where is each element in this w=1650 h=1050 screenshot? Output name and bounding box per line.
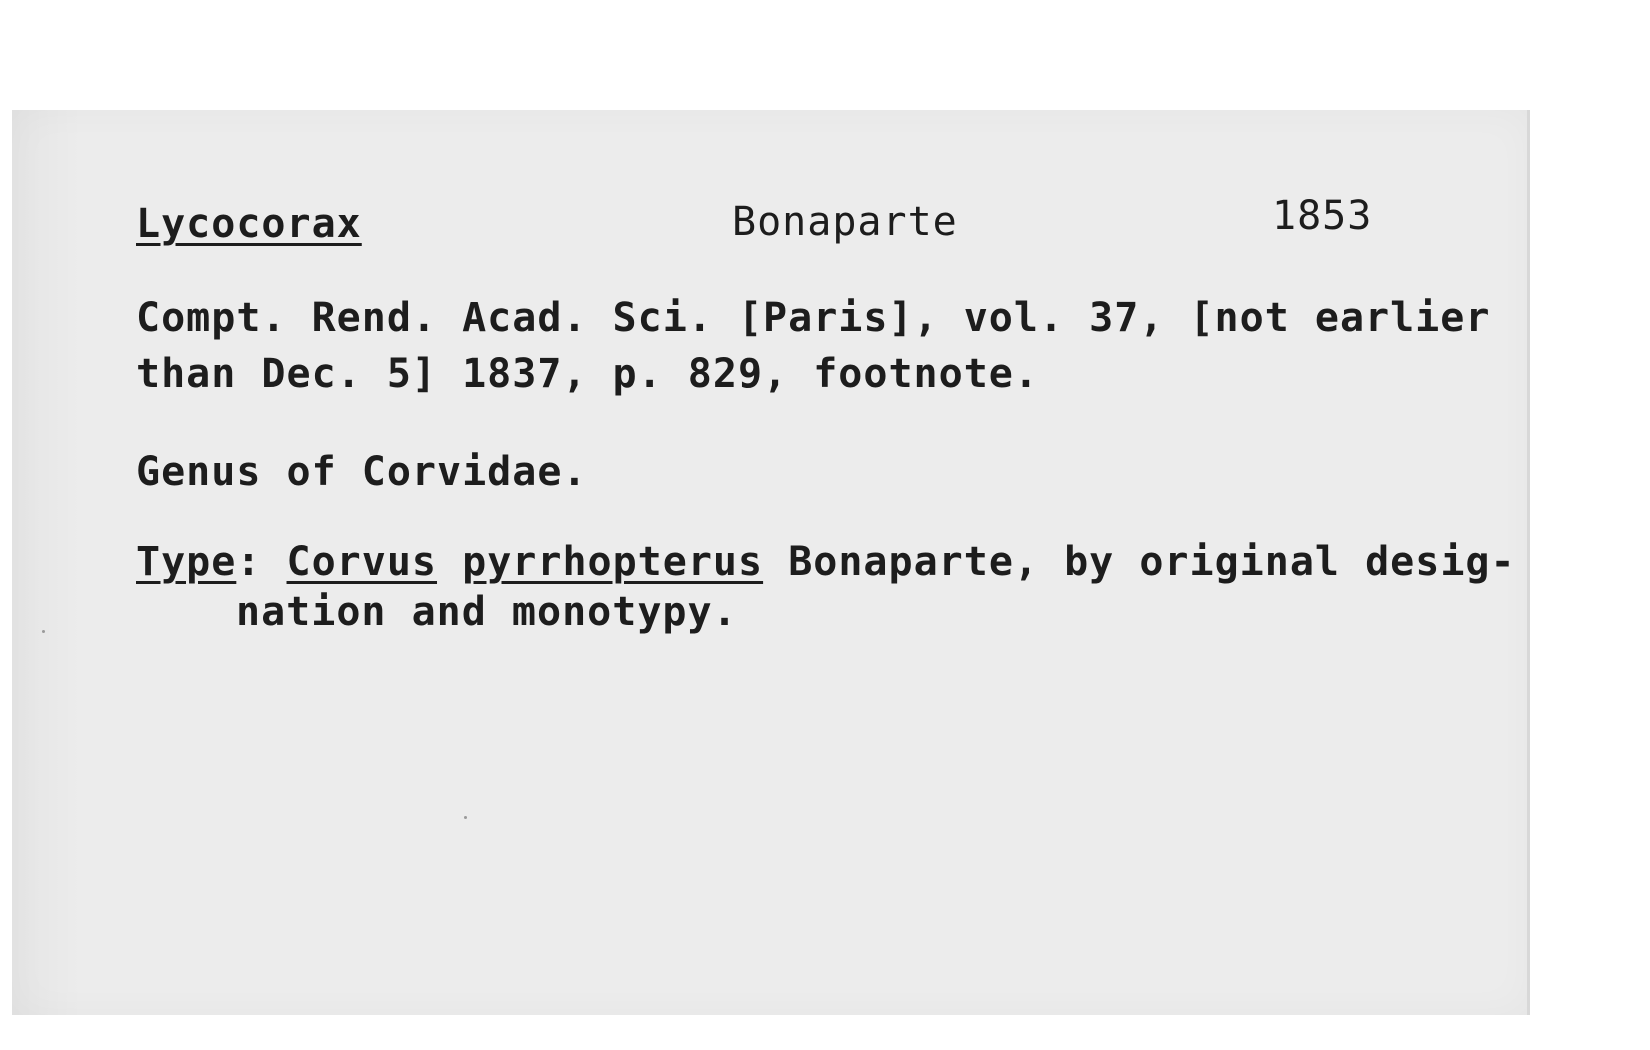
citation-line-2: than Dec. 5] 1837, p. 829, footnote. <box>136 351 1039 397</box>
card-shadow <box>12 110 82 1015</box>
type-separator: : <box>236 539 262 585</box>
author-name: Bonaparte <box>732 199 958 245</box>
type-species: pyrrhopterus <box>462 539 764 585</box>
type-genus: Corvus <box>286 539 438 585</box>
citation-line-1: Compt. Rend. Acad. Sci. [Paris], vol. 37, [not earlier <box>136 295 1491 341</box>
index-card <box>12 110 1530 1015</box>
type-label: Type <box>136 539 237 585</box>
type-rest: Bonaparte, by original desig- <box>788 539 1516 585</box>
type-line-1 <box>136 539 1516 585</box>
paper-speck <box>464 816 467 819</box>
type-line-2: nation and monotypy. <box>236 589 738 635</box>
family-note: Genus of Corvidae. <box>136 449 588 495</box>
paper-speck <box>42 630 45 633</box>
publication-year: 1853 <box>1272 193 1373 239</box>
genus-name: Lycocorax <box>136 201 362 247</box>
card-edge <box>1527 110 1530 1015</box>
